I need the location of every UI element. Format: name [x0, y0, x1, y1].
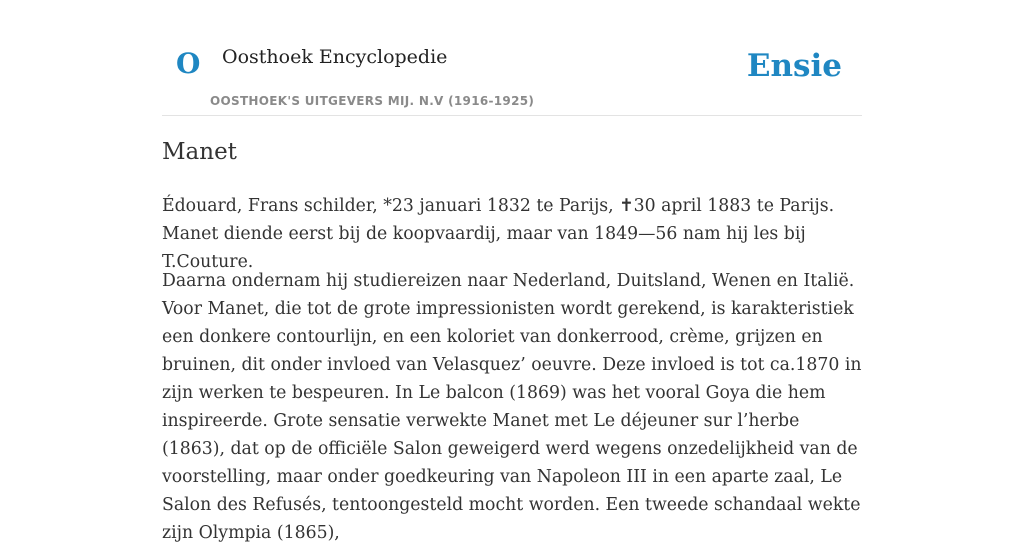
entry-title: Manet — [162, 139, 237, 165]
entry-paragraph: Édouard, Frans schilder, *23 januari 1832 te Parijs, ✝30 april 1883 te Parijs. Manet diende eerst bij de koopvaardij, maar van 1849—56 nam hij les bij T.Couture. — [162, 196, 835, 272]
book-title-link[interactable]: Oosthoek Encyclopedie — [222, 46, 448, 68]
site-header — [162, 0, 862, 116]
publisher-label: OOSTHOEK'S UITGEVERS MIJ. N.V (1916-1925) — [210, 94, 535, 108]
ensie-logo-link[interactable]: Ensie — [746, 48, 842, 84]
content-container — [162, 0, 862, 543]
entry-paragraph: Daarna ondernam hij studiereizen naar Nederland, Duitsland, Wenen en Italië. Voor Manet, die tot de grote impressionisten wordt gerekend, is karakteristiek een donkere contourlijn, en een koloriet van donkerrood, crème, grijzen en bruinen, dit onder invloed van Velasquez’ oeuvre. Deze invloed is tot ca.1870 in zijn werken te bespeuren. In Le balcon (1869) was het vooral Goya die hem inspireerde. Grote sensatie verwekte Manet met Le déjeuner sur l’herbe (1863), dat op de officiële Salon geweigerd werd wegens onzedelijkheid van de voorstelling, maar onder goedkeuring van Napoleon III in een aparte zaal, Le Salon des Refusés, tentoongesteld mocht worden. Een tweede schandaal wekte zijn Olympia (1865), — [162, 271, 862, 543]
book-logo[interactable]: O — [176, 47, 201, 80]
